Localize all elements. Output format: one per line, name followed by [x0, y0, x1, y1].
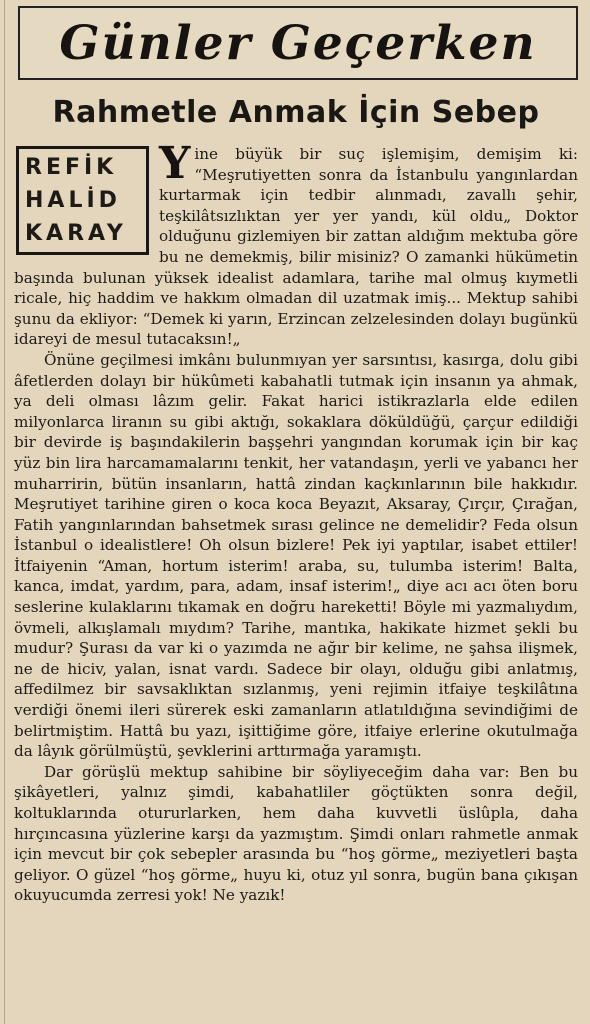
article-body — [14, 138, 578, 906]
article-text — [14, 138, 578, 906]
author-byline — [16, 146, 149, 255]
article-paragraph: Önüne geçilmesi imkânı bulunmıyan yer sarsıntısı, kasırga, dolu gibi âfetlerden dolayı bir hükûmeti kabahatli tutmak için insanın ya ahmak, ya deli olması lâzım gelir. Fakat harici istikrazlarla elde edilen milyonlarca liranın su gibi aktığı, sokaklara döküldüğü, çarçur edildiği bir devirde iş başındakilerin başşehri yangından korumak için bir kaç yüz bin lira harcamamalarını tenkit, her vatandaşın, yerli ve yabancı her muharririn, bütün insanların, hattâ zindan kaçkınlarının bile hakkıdır. Meşrutiyet tarihine giren o koca koca Beyazıt, Aksaray, Çırçır, Çırağan, Fatih yangınlarından bahsetmek sırası gelince ne demelidir? Feda olsun İstanbul o idealistlere! Oh olsun bizlere! Pek iyi yaptılar, isabet ettiler! İtfaiyenin “Aman, hortum isterim! araba, su, tulumba isterim! Balta, kanca, imdat, yardım, para, adam, insaf isterim!„ diye acı acı öten boru seslerine kulaklarını tıkamak en doğru hareketti! Böyle mi yazmalıydım, övmeli, alkışlamalı mıydım? Tarihe, mantıka, hakikate hizmet şekli bu mudur? Şurası da var ki o yazımda ne ağır bir kelime, ne şahsa ilişmek, ne de hiciv, yalan, isnat vardı. Sadece bir olayı, olduğu gibi anlatmış, affedilmez bir savsaklıktan sızlanmış, yeni rejimin itfaiye teşkilâtına verdiği önemi ileri sürerek eski zamanların atlatıldığına sevindiğimi de belirtmiştim. Hattâ bu yazı, işittiğime göre, itfaiye erlerine okutulmağa da lâyık görülmüştü, şevklerini arttırmağa yaramıştı. — [14, 350, 578, 761]
column-title: Günler Geçerken — [59, 15, 537, 71]
paragraph-text: ine büyük bir suç işlemişim, demişim ki: “Meşrutiyetten sonra da İstanbulu yangınlardan kurtarmak için tedbir alınmadı, zavallı şehir, teşkilâtsızlıktan yer yer yandı, kül oldu„ Doktor olduğunu gizlemiyen bir zattan aldığım mektuba göre bu ne demekmiş, bilir misiniz? O zamanki hükümetin başında bulunan yüksek idealist adamlara, tarihe mal olmuş kıymetli ricale, hiç haddim ve hakkım olmadan dil uzatmak imiş... Mektup sahibi şunu da ekliyor: “Demek ki yarın, Erzincan zelzelesinden dolayı bugünkü idareyi de mesul tutacaksın!„ — [14, 145, 578, 349]
article-paragraph: Dar görüşlü mektup sahibine bir söyliyeceğim daha var: Ben bu şikâyetleri, yalnız şimdi, kabahatliler göçtükten sonra değil, koltuklarında otururlarken, hem daha kuvvetli üslûpla, daha hırçıncasına yüzlerine karşı da yazmıştım. Şimdi onları rahmetle anmak için mevcut bir çok sebepler arasında bu “hoş görme„ meziyetleri başta geliyor. O güzel “hoş görme„ huyu ki, otuz yıl sonra, bugün bana çıkışan okuyucumda zerresi yok! Ne yazık! — [14, 762, 578, 905]
column-header — [18, 6, 578, 80]
byline-line: REFİK — [25, 155, 118, 180]
article-headline: Rahmetle Anmak İçin Sebep — [52, 95, 540, 130]
drop-cap: Y — [159, 138, 191, 189]
byline-line: HALİD — [25, 188, 121, 213]
byline-line: KARAY — [25, 221, 127, 246]
